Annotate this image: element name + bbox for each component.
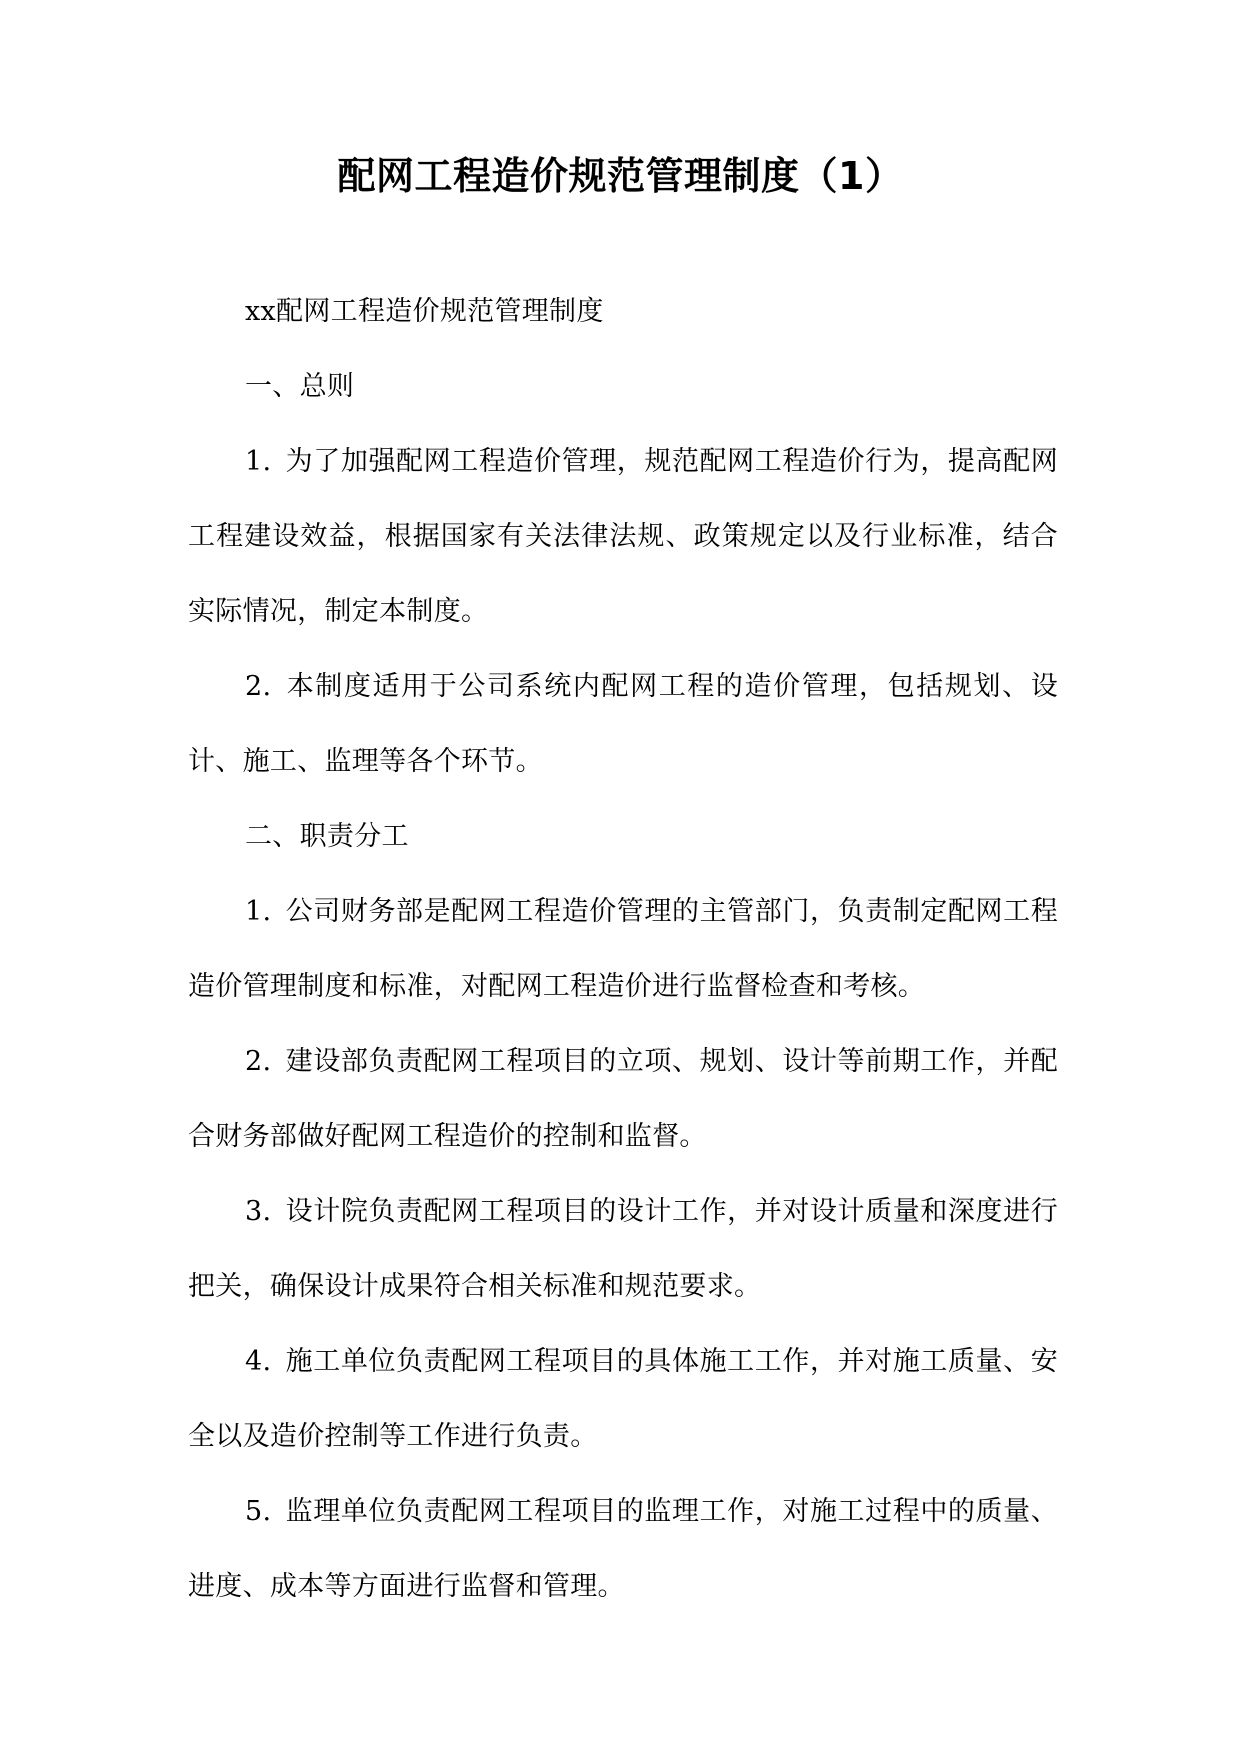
paragraph-text: 施工单位负责配网工程项目的具体施工工作，并对施工质量、安全以及造价控制等工作进行负责。 bbox=[188, 1346, 1058, 1452]
paragraph-duties-5 bbox=[188, 1474, 1058, 1624]
paragraph-duties-2 bbox=[188, 1024, 1058, 1174]
paragraph-text: 为了加强配网工程造价管理，规范配网工程造价行为，提高配网工程建设效益，根据国家有关法律法规、政策规定以及行业标准，结合实际情况，制定本制度。 bbox=[188, 446, 1058, 627]
paragraph-number: 3. bbox=[245, 1196, 272, 1227]
paragraph-duties-1 bbox=[188, 874, 1058, 1024]
paragraph-text: 公司财务部是配网工程造价管理的主管部门，负责制定配网工程造价管理制度和标准，对配网工程造价进行监督检查和考核。 bbox=[188, 896, 1058, 1002]
paragraph-number: 2. bbox=[245, 671, 272, 702]
paragraph-text: 设计院负责配网工程项目的设计工作，并对设计质量和深度进行把关，确保设计成果符合相关标准和规范要求。 bbox=[188, 1196, 1058, 1302]
paragraph-number: 4. bbox=[245, 1346, 272, 1377]
paragraph-text: 建设部负责配网工程项目的立项、规划、设计等前期工作，并配合财务部做好配网工程造价的控制和监督。 bbox=[188, 1046, 1058, 1152]
paragraph-text: 二、职责分工 bbox=[245, 821, 409, 852]
paragraph-text: 一、总则 bbox=[245, 371, 355, 402]
paragraph-number: 5. bbox=[245, 1496, 272, 1527]
paragraph-text: xx配网工程造价规范管理制度 bbox=[245, 296, 604, 327]
paragraph-text: 本制度适用于公司系统内配网工程的造价管理，包括规划、设计、施工、监理等各个环节。 bbox=[188, 671, 1058, 777]
paragraph-duties-4 bbox=[188, 1324, 1058, 1474]
paragraph-general-2 bbox=[188, 649, 1058, 799]
document-title: 配网工程造价规范管理制度（1） bbox=[337, 154, 904, 198]
section-heading-duties bbox=[188, 799, 1058, 874]
paragraph-duties-3 bbox=[188, 1174, 1058, 1324]
paragraph-number: 1. bbox=[245, 446, 272, 477]
paragraph-doc-name bbox=[188, 274, 1058, 349]
paragraph-general-1 bbox=[188, 424, 1058, 649]
paragraph-number: 1. bbox=[245, 896, 272, 927]
section-heading-general bbox=[188, 349, 1058, 424]
paragraph-text: 监理单位负责配网工程项目的监理工作，对施工过程中的质量、进度、成本等方面进行监督和管理。 bbox=[188, 1496, 1058, 1602]
document-body bbox=[188, 274, 1058, 1624]
paragraph-number: 2. bbox=[245, 1046, 272, 1077]
